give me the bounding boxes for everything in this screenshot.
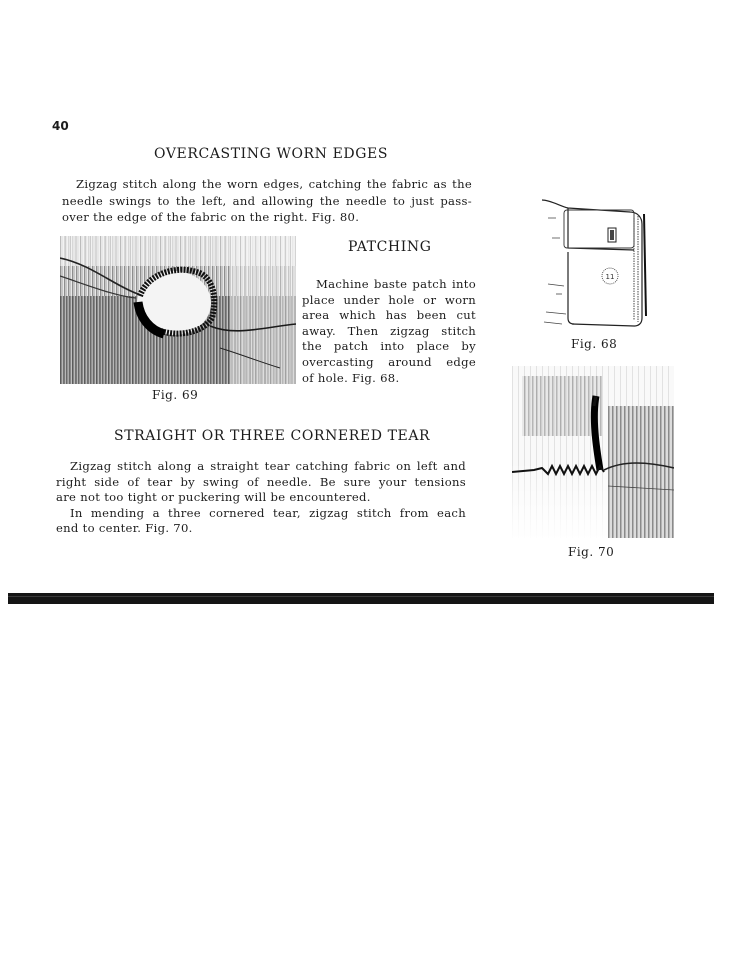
text-line: of hole. Fig. 68. xyxy=(302,370,400,385)
text-line: the patch into place by xyxy=(302,339,476,354)
text-line: Zigzag stitch along a straight tear catching fabric on left and xyxy=(70,459,466,473)
patching-paragraph xyxy=(302,277,476,386)
tear-paragraph xyxy=(56,459,466,537)
heading-patching: PATCHING xyxy=(348,239,432,255)
fig68-dial-number: 11 xyxy=(605,273,615,281)
text-line: over the edge of the fabric on the right. Fig. 80. xyxy=(62,210,360,224)
text-line: In mending a three cornered tear, zigzag stitch from each xyxy=(70,505,466,520)
text-line: are not too tight or puckering will be encountered. xyxy=(56,490,371,505)
figure-68-drawing xyxy=(538,194,656,334)
heading-straight-tear: STRAIGHT OR THREE CORNERED TEAR xyxy=(114,428,431,444)
figure-70-photo xyxy=(512,366,674,538)
overcasting-paragraph xyxy=(62,176,472,226)
heading-overcasting: OVERCASTING WORN EDGES xyxy=(154,146,389,162)
figure-69-caption: Fig. 69 xyxy=(152,388,199,402)
text-line: place under hole or worn xyxy=(302,292,476,307)
text-line: overcasting around edge xyxy=(302,354,476,369)
text-line: away. Then zigzag stitch xyxy=(302,323,476,338)
text-line: Zigzag stitch along the worn edges, catching the fabric as the xyxy=(76,177,472,191)
figure-69-photo xyxy=(60,236,296,384)
figure-68-caption: Fig. 68 xyxy=(571,337,618,351)
text-line: area which has been cut xyxy=(302,308,476,323)
text-line: needle swings to the left, and allowing the needle to just pass- xyxy=(62,193,472,208)
page-divider-bar xyxy=(8,593,714,604)
figure-70-caption: Fig. 70 xyxy=(568,545,615,559)
text-line: right side of tear by swing of needle. Be sure your tensions xyxy=(56,474,466,489)
text-line: end to center. Fig. 70. xyxy=(56,521,193,536)
text-line: Machine baste patch into xyxy=(316,277,476,291)
page-number: 40 xyxy=(52,119,69,133)
